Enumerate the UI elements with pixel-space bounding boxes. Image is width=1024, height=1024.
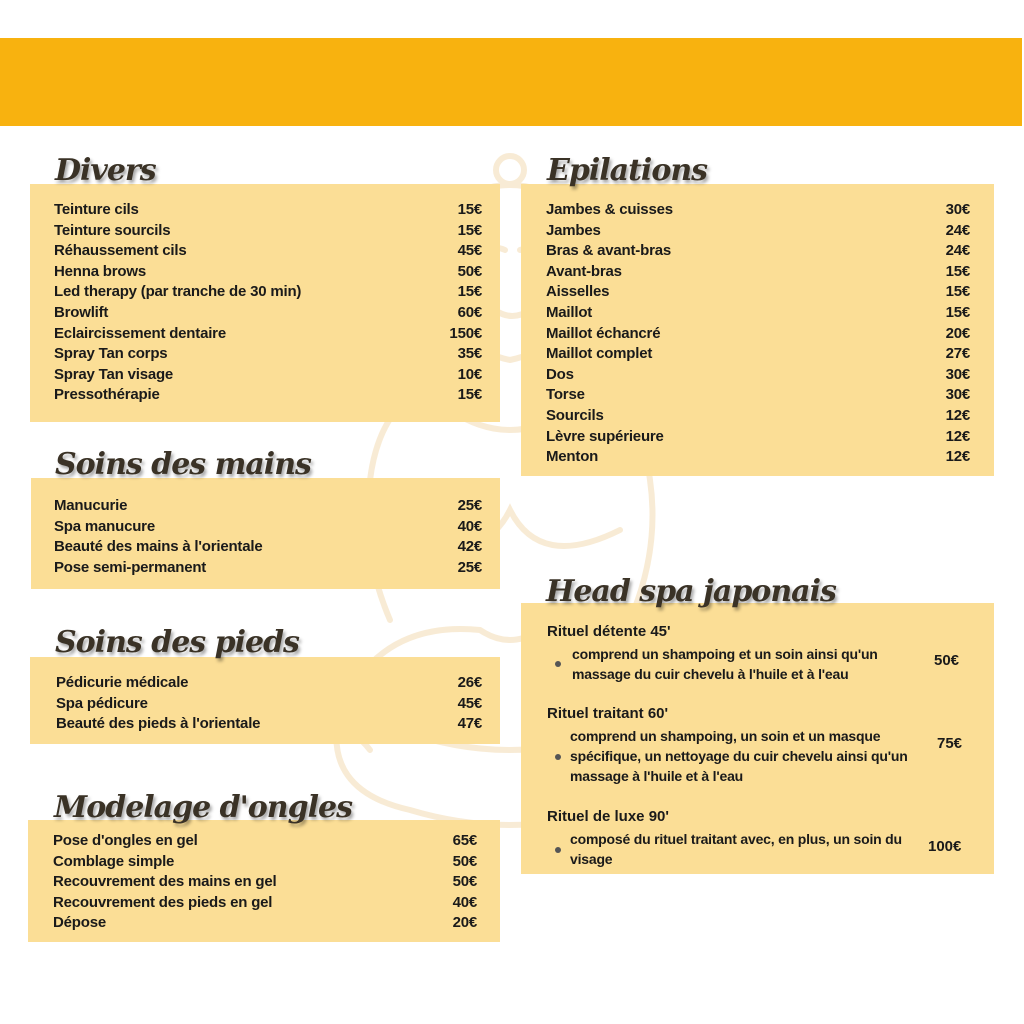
mains-item-price: 40€ xyxy=(457,517,482,535)
rituel-1-bullet xyxy=(555,661,561,667)
ongles-item-price: 20€ xyxy=(452,914,477,932)
epilations-item-name: Avant-bras xyxy=(546,262,622,280)
epilations-item-row xyxy=(546,282,970,303)
rituel-3-bullet xyxy=(555,847,561,853)
epilations-item-price: 27€ xyxy=(945,345,970,363)
mains-item-name: Beauté des mains à l'orientale xyxy=(54,538,263,556)
epilations-item-price: 24€ xyxy=(945,221,970,239)
ongles-item-price: 40€ xyxy=(452,893,477,911)
epilations-item-price: 30€ xyxy=(945,365,970,383)
mains-item-name: Spa manucure xyxy=(54,517,155,535)
divers-item-price: 150€ xyxy=(449,324,482,342)
divers-item-row xyxy=(54,221,482,242)
pieds-item-name: Pédicurie médicale xyxy=(56,674,189,691)
epilations-item-row xyxy=(546,427,970,448)
rituel-1-title: Rituel détente 45' xyxy=(547,623,671,640)
mains-item-name: Manucurie xyxy=(54,497,128,514)
divers-item-name: Browlift xyxy=(54,304,109,321)
mains-item-name: Pose semi-permanent xyxy=(54,558,207,576)
mains-item-row xyxy=(54,558,482,579)
divers-item-price: 10€ xyxy=(457,365,482,383)
divers-item-row xyxy=(54,303,482,324)
ongles-item-row xyxy=(53,831,477,852)
epilations-item-price: 20€ xyxy=(945,324,970,342)
divers-item-price: 15€ xyxy=(457,283,482,301)
rituel-1-price: 50€ xyxy=(934,652,960,669)
pieds-item-name: Beauté des pieds à l'orientale xyxy=(56,715,261,733)
rituel-2-title: Rituel traitant 60' xyxy=(547,705,669,722)
mains-item-price: 25€ xyxy=(457,558,482,576)
divers-item-price: 35€ xyxy=(457,345,482,363)
epilations-item-row xyxy=(546,447,970,468)
ongles-item-price: 50€ xyxy=(452,873,477,891)
ongles-title: Modelage d'ongles xyxy=(54,790,352,825)
divers-item-row xyxy=(54,241,482,262)
divers-item-row xyxy=(54,262,482,283)
mains-item-row xyxy=(54,496,482,517)
divers-item-row xyxy=(54,365,482,386)
epilations-item-row xyxy=(546,200,970,221)
epilations-item-row xyxy=(546,344,970,365)
ongles-item-name: Recouvrement des pieds en gel xyxy=(53,893,273,911)
rituel-2-desc: comprend un shampoing, un soin et un masque spécifique, un nettoyage du cuir chevelu ainsi qu'un massage à l'huile et à l'eau xyxy=(570,728,908,784)
epilations-title: Epilations xyxy=(547,153,708,188)
divers-item-price: 50€ xyxy=(457,262,482,280)
ongles-item-price: 65€ xyxy=(452,832,477,849)
divers-item-name: Led therapy (par tranche de 30 min) xyxy=(54,283,302,301)
ongles-item-row xyxy=(53,852,477,873)
epilations-item-name: Aisselles xyxy=(546,283,610,301)
pieds-item-price: 45€ xyxy=(457,694,482,712)
divers-item-price: 15€ xyxy=(457,201,482,218)
header-band xyxy=(0,38,1022,126)
epilations-item-name: Sourcils xyxy=(546,407,604,424)
pieds-item-row xyxy=(56,714,482,735)
epilations-item-price: 24€ xyxy=(945,242,970,260)
mains-item-row xyxy=(54,537,482,558)
epilations-item-row xyxy=(546,365,970,386)
epilations-item-name: Maillot xyxy=(546,304,593,321)
ongles-item-name: Comblage simple xyxy=(53,852,175,870)
mains-item-price: 25€ xyxy=(457,497,482,514)
epilations-item-name: Torse xyxy=(546,386,585,404)
epilations-item-name: Menton xyxy=(546,448,599,466)
epilations-item-name: Maillot échancré xyxy=(546,324,661,342)
divers-item-row xyxy=(54,344,482,365)
ongles-item-name: Recouvrement des mains en gel xyxy=(53,873,277,891)
mains-item-row xyxy=(54,517,482,538)
epilations-item-name: Bras & avant-bras xyxy=(546,242,671,260)
ongles-item-name: Dépose xyxy=(53,914,106,932)
pieds-item-price: 47€ xyxy=(457,715,482,733)
rituel-2-bullet xyxy=(555,754,561,760)
divers-item-price: 60€ xyxy=(457,304,482,321)
divers-item-name: Teinture cils xyxy=(54,201,139,218)
epilations-item-row xyxy=(546,406,970,427)
rituel-2-price: 75€ xyxy=(937,735,963,752)
divers-item-row xyxy=(54,324,482,345)
ongles-item-name: Pose d'ongles en gel xyxy=(53,832,198,849)
pieds-item-row xyxy=(56,694,482,715)
divers-item-price: 15€ xyxy=(457,386,482,404)
divers-item-name: Spray Tan visage xyxy=(54,365,174,383)
divers-title: Divers xyxy=(55,153,156,188)
epilations-item-price: 12€ xyxy=(945,407,970,424)
divers-item-row xyxy=(54,282,482,303)
rituel-3-desc: composé du rituel traitant avec, en plus, un soin du visage xyxy=(570,831,902,867)
ongles-item-row xyxy=(53,872,477,893)
divers-item-name: Eclaircissement dentaire xyxy=(54,324,226,342)
rituel-3-title: Rituel de luxe 90' xyxy=(547,808,669,825)
epilations-item-row xyxy=(546,303,970,324)
epilations-item-price: 15€ xyxy=(945,304,970,321)
ongles-item-price: 50€ xyxy=(452,852,477,870)
epilations-item-row xyxy=(546,385,970,406)
pieds-item-price: 26€ xyxy=(457,674,482,691)
pieds-item-row xyxy=(56,673,482,694)
epilations-item-name: Dos xyxy=(546,365,574,383)
epilations-item-price: 30€ xyxy=(945,201,970,218)
epilations-item-price: 12€ xyxy=(945,448,970,466)
epilations-item-price: 30€ xyxy=(945,386,970,404)
epilations-item-name: Maillot complet xyxy=(546,345,653,363)
divers-item-name: Teinture sourcils xyxy=(54,221,171,239)
epilations-item-name: Jambes xyxy=(546,221,601,239)
epilations-item-row xyxy=(546,262,970,283)
divers-item-price: 45€ xyxy=(457,242,482,260)
divers-item-name: Spray Tan corps xyxy=(54,345,168,363)
divers-item-row xyxy=(54,200,482,221)
epilations-item-name: Lèvre supérieure xyxy=(546,427,664,445)
epilations-item-price: 15€ xyxy=(945,262,970,280)
epilations-item-name: Jambes & cuisses xyxy=(546,201,673,218)
divers-item-name: Pressothérapie xyxy=(54,386,160,404)
divers-item-row xyxy=(54,385,482,406)
divers-item-name: Henna brows xyxy=(54,262,146,280)
pieds-item-name: Spa pédicure xyxy=(56,694,148,712)
epilations-item-row xyxy=(546,324,970,345)
epilations-item-row xyxy=(546,241,970,262)
divers-item-price: 15€ xyxy=(457,221,482,239)
ongles-item-row xyxy=(53,913,477,934)
mains-title: Soins des mains xyxy=(55,447,311,482)
ongles-item-row xyxy=(53,893,477,914)
rituel-3-price: 100€ xyxy=(928,838,962,855)
pieds-title: Soins des pieds xyxy=(55,625,299,660)
epilations-item-price: 12€ xyxy=(945,427,970,445)
divers-item-name: Réhaussement cils xyxy=(54,242,187,260)
mains-item-price: 42€ xyxy=(457,538,482,556)
epilations-item-row xyxy=(546,221,970,242)
rituel-1-desc: comprend un shampoing et un soin ainsi qu'un massage du cuir chevelu à l'huile et à l'eau xyxy=(572,646,878,682)
epilations-item-price: 15€ xyxy=(945,283,970,301)
headspa-title: Head spa japonais xyxy=(546,574,836,609)
